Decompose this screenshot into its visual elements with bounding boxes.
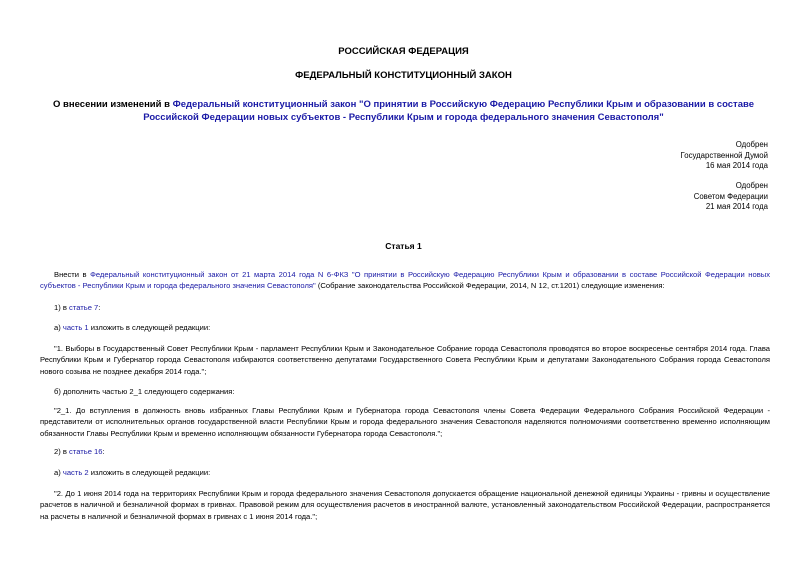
article-7-link[interactable]: статье 7 bbox=[69, 303, 99, 312]
intro-suffix: (Собрание законодательства Российской Федерации, 2014, N 12, ст.1201) следующие изменения: bbox=[315, 281, 665, 291]
quote-1: "1. Выборы в Государственный Совет Республики Крым - парламент Республики Крым и Законодательное Собрание города Севастополя проводятся во второе воскресенье сентября 2014 года. Глава Республики Крым и Губернатор города Севастополя избираются соответственно депутатами Государственного Совета Республики Крым и депутатами Законодательного Собрания города Севастополя нового созыва не позднее декабря 2014 года."; bbox=[40, 344, 770, 376]
item-1-prefix: 1) в bbox=[54, 303, 70, 312]
quote-3: "2. До 1 июня 2014 года на территориях Республики Крым и города федерального значения Севастополя допускается обращение национальной денежной единицы Украины - гривны и осуществление расчетов в наличной и безналичной формах в гривнах. Правовой режим для осуществления расчетов в иностранной валюте, установленный законодательством Российской Федерации, распространяется на расчеты в наличной и безналичной формах в гривнах с 1 июня 2014 года."; bbox=[40, 489, 770, 521]
title-prefix: О внесении изменений в bbox=[53, 99, 173, 110]
part-2-link[interactable]: часть 2 bbox=[62, 468, 89, 477]
title-law-link[interactable]: Федеральный конституционный закон "О принятии в Российскую Федерацию Республики Крым и образовании в составе Российской Федерации новых субъектов - Республики Крым и города федерального значения Севастополя" bbox=[143, 99, 754, 123]
item-2-prefix: 2) в bbox=[54, 447, 70, 456]
item-1a-suffix: изложить в следующей редакции: bbox=[88, 323, 211, 332]
article-title: Статья 1 bbox=[385, 241, 422, 251]
quote-2: "2_1. До вступления в должность вновь избранных Главы Республики Крым и Губернатора города Севастополя члены Совета Федерации Федерального Собрания Российской Федерации - представители от исполнительных органов государственной власти Республики Крым и города федерального значения Севастополя наделяются полномочиями соответственно временно исполняющим обязанности Главы Республики Крым и временно исполняющим обязанности Губернатора города Севастополя."; bbox=[40, 406, 770, 438]
intro-law-link[interactable]: Федеральный конституционный закон от 21 марта 2014 года N 6-ФКЗ "О принятии в Российскую Федерацию Республики Крым и образовании в составе Российской Федерации новых субъектов - Республики Крым и города федерального значения Севастополя" bbox=[40, 270, 770, 291]
item-2a-suffix: изложить в следующей редакции: bbox=[88, 468, 211, 477]
approval-council-line2: Советом Федерации bbox=[693, 191, 768, 201]
law-type-heading: ФЕДЕРАЛЬНЫЙ КОНСТИТУЦИОННЫЙ ЗАКОН bbox=[295, 70, 512, 81]
intro-prefix: Внести в bbox=[54, 270, 91, 279]
approval-council-line1: Одобрен bbox=[735, 181, 768, 190]
approval-duma-line1: Одобрен bbox=[735, 140, 768, 149]
article-16-link[interactable]: статье 16 bbox=[69, 447, 103, 456]
item-2a-prefix: а) bbox=[54, 468, 63, 477]
item-1 bbox=[40, 302, 770, 313]
item-2-suffix: : bbox=[102, 447, 105, 456]
item-2 bbox=[40, 446, 770, 457]
item-1-suffix: : bbox=[98, 303, 101, 312]
item-1a-prefix: а) bbox=[54, 323, 63, 332]
approval-duma-date: 16 мая 2014 года bbox=[705, 161, 768, 170]
part-1-link[interactable]: часть 1 bbox=[62, 323, 89, 332]
approval-council bbox=[568, 181, 768, 213]
item-2a bbox=[40, 467, 770, 478]
approval-duma bbox=[568, 140, 768, 172]
document-title bbox=[40, 98, 767, 124]
intro-paragraph bbox=[40, 269, 770, 292]
item-1a bbox=[40, 322, 770, 333]
approval-council-date: 21 мая 2014 года bbox=[705, 202, 768, 211]
country-heading: РОССИЙСКАЯ ФЕДЕРАЦИЯ bbox=[338, 46, 469, 57]
item-1b: б) дополнить частью 2_1 следующего содержания: bbox=[54, 387, 235, 396]
approval-duma-line2: Государственной Думой bbox=[680, 150, 768, 160]
